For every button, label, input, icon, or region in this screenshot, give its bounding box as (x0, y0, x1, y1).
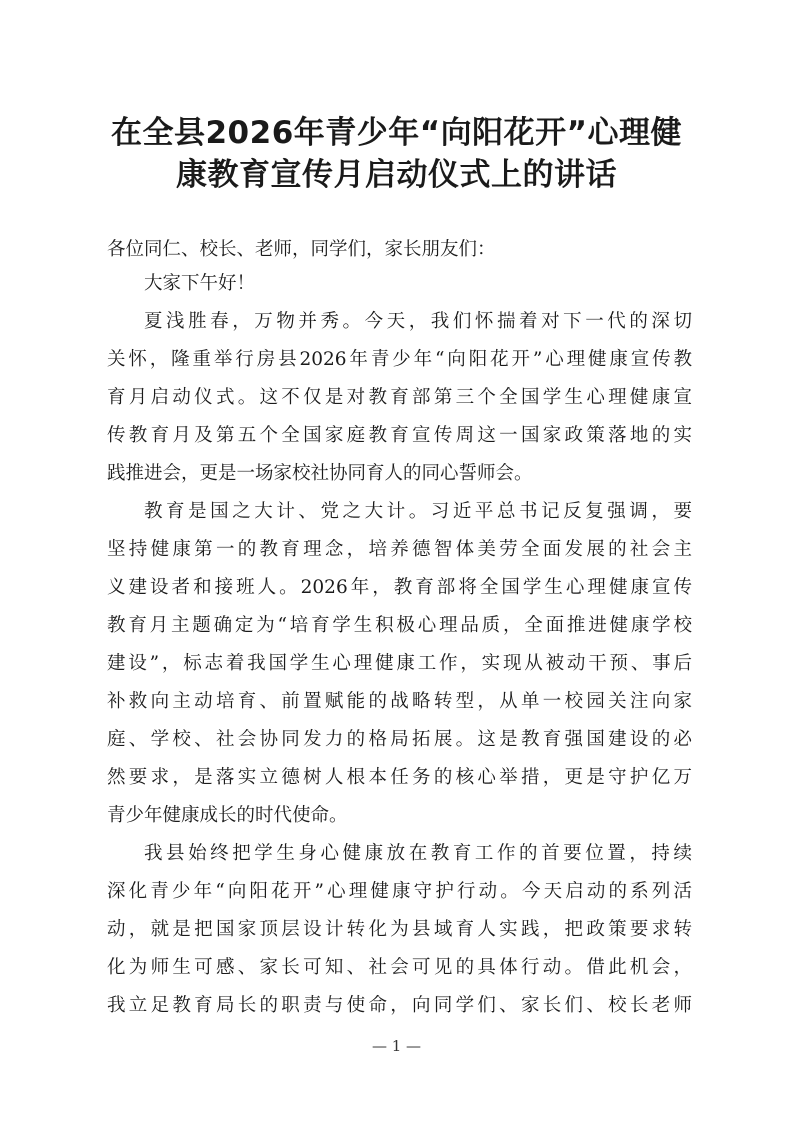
paragraph-3-line-5: 我立足教育局长的职责与使命，向同学们、家长们、校长老师 (107, 995, 692, 1016)
paragraph-1-line-3: 育月启动仪式。这不仅是对教育部第三个全国学生心理健康宣 (107, 387, 692, 408)
paragraph-1-line-2: 关怀，隆重举行房县2026年青少年“向阳花开”心理健康宣传教 (107, 349, 692, 370)
paragraph-2-line-9: 青少年健康成长的时代使命。 (107, 805, 348, 826)
paragraph-2-line-5: 建设”，标志着我国学生心理健康工作，实现从被动干预、事后 (107, 653, 692, 674)
paragraph-2-line-2: 坚持健康第一的教育理念，培养德智体美劳全面发展的社会主 (107, 539, 692, 560)
paragraph-2-line-4: 教育月主题确定为“培育学生积极心理品质，全面推进健康学校 (107, 615, 692, 636)
paragraph-2-line-8: 然要求，是落实立德树人根本任务的核心举措，更是守护亿万 (107, 767, 692, 788)
paragraph-3-line-2: 深化青少年“向阳花开”心理健康守护行动。今天启动的系列活 (107, 881, 692, 902)
paragraph-1-line-4: 传教育月及第五个全国家庭教育宣传周这一国家政策落地的实 (107, 425, 692, 446)
paragraph-2-line-7: 庭、学校、社会协同发力的格局拓展。这是教育强国建设的必 (107, 729, 692, 750)
paragraph-2-line-6: 补救向主动培育、前置赋能的战略转型，从单一校园关注向家 (107, 691, 692, 712)
greeting-line: 大家下午好！ (144, 273, 256, 294)
paragraph-1-line-1: 夏浅胜春，万物并秀。今天，我们怀揣着对下一代的深切 (144, 311, 692, 332)
page-number: — 1 — (371, 1037, 422, 1055)
salutation-line: 各位同仁、校长、老师，同学们，家长朋友们： (107, 239, 496, 260)
document-title-line-2: 康教育宣传月启动仪式上的讲话 (176, 157, 617, 193)
paragraph-3-line-1: 我县始终把学生身心健康放在教育工作的首要位置，持续 (144, 843, 692, 864)
paragraph-1-line-5: 践推进会，更是一场家校社协同育人的同心誓师会。 (107, 463, 533, 484)
paragraph-3-line-4: 化为师生可感、家长可知、社会可见的具体行动。借此机会， (107, 957, 692, 978)
paragraph-2-line-3: 义建设者和接班人。2026年，教育部将全国学生心理健康宣传 (107, 577, 692, 598)
paragraph-2-line-1: 教育是国之大计、党之大计。习近平总书记反复强调，要 (144, 501, 692, 522)
document-title-line-1: 在全县2026年青少年“向阳花开”心理健 (110, 115, 683, 151)
paragraph-3-line-3: 动，就是把国家顶层设计转化为县域育人实践，把政策要求转 (107, 919, 692, 940)
